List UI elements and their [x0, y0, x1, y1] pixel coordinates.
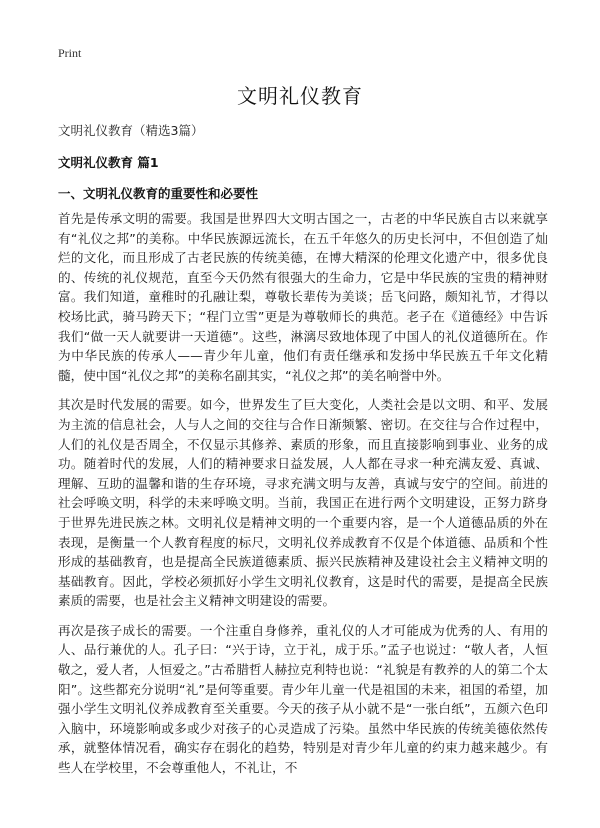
paragraph-2: 其次是时代发展的需要。如今，世界发生了巨大变化，人类社会是以文明、和平、发展为主流的信息社会，人与人之间的交往与合作日渐频繁、密切。在交往与合作过程中，人们的礼仪是否周全，不仅显示其修养、素质的形象，而且直接影响到事业、业务的成功。随着时代的发展，人们的精神要求日益发展，人人都在寻求一种充满友爱、真诚、理解、互助的温馨和谐的生存环境，寻求充满文明与友善，真诚与安宁的空间。前进的社会呼唤文明，科学的未来呼唤文明。当前，我国正在进行两个文明建设，正努力跻身于世界先进民族之林。文明礼仪是精神文明的一个重要内容，是一个人道德品质的外在表现，是衡量一个人教育程度的标尺，文明礼仪养成教育不仅是个体道德、品质和个性形成的基础教育，也是提高全民族道德素质、振兴民族精神及建设社会主义精神文明的基础教育。因此，学校必须抓好小学生文明礼仪教育，这是时代的需要，是提高全民族素质的需要，也是社会主义精神文明建设的需要。 [58, 397, 548, 609]
section-heading: 文明礼仪教育 篇1 [58, 155, 159, 170]
print-label: Print [58, 46, 82, 60]
sub-heading: 一、文明礼仪教育的重要性和必要性 [58, 186, 259, 201]
document-subtitle: 文明礼仪教育（精选3篇） [58, 123, 204, 138]
body-text [58, 209, 548, 788]
paragraph-1: 首先是传承文明的需要。我国是世界四大文明古国之一，古老的中华民族自古以来就享有“礼仪之邦”的美称。中华民族源远流长，在五千年悠久的历史长河中，不但创造了灿烂的文化，而且形成了古老民族的传统美德，在博大精深的伦理文化遗产中，很多优良的、传统的礼仪规范，直至今天仍然有很强大的生命力，它是中华民族的宝贵的精神财富。我们知道，童稚时的孔融让梨，尊敬长辈传为美谈；岳飞问路，颇知礼节，才得以校场比武，骑马跨天下；“程门立雪”更是为尊敬师长的典范。老子在《道德经》中告诉我们“做一天人就要讲一天道德”。这些，淋漓尽致地体现了中国人的礼仪道德所在。作为中华民族的传承人——青少年儿童，他们有责任继承和发扬中华民族五千年文化精髓，使中国“礼仪之邦”的美称名副其实，“礼仪之邦”的美名响誉中外。 [58, 211, 548, 383]
paragraph-3: 再次是孩子成长的需要。一个注重自身修养，重礼仪的人才可能成为优秀的人、有用的人、品行兼优的人。孔子曰：“兴于诗，立于礼，成于乐。”孟子也说过：“敬人者，人恒敬之，爱人者，人恒爱之。”古希腊哲人赫拉克利特也说：“礼貌是有教养的人的第二个太阳”。这些都充分说明“礼”是何等重要。青少年儿童一代是祖国的未来，祖国的希望，加强小学生文明礼仪养成教育至关重要。今天的孩子从小就不是“一张白纸”，五颜六色印入脑中，环境影响或多或少对孩子的心灵造成了污染。虽然中华民族的传统美德依然传承，就整体情况看，确实存在弱化的趋势，特别是对青少年儿童的约束力越来越少。有些人在学校里，不会尊重他人，不礼让，不 [58, 622, 548, 776]
document-title: 文明礼仪教育 [237, 84, 363, 108]
